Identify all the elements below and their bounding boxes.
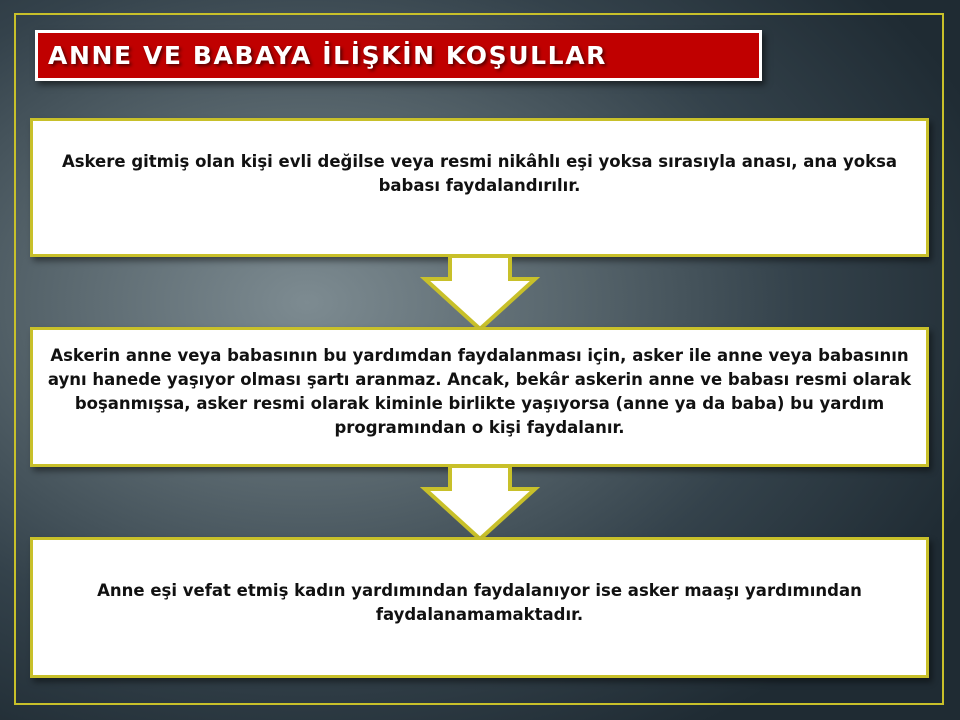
- step-text-1: Askere gitmiş olan kişi evli değilse veya resmi nikâhlı eşi yoksa sırasıyla anası, ana yoksa babası faydalandırılır.: [61, 152, 898, 195]
- down-arrow-icon: [420, 253, 540, 333]
- step-box-3: [30, 537, 929, 678]
- step-text-2: Askerin anne veya babasının bu yardımdan faydalanması için, asker ile anne veya babasının aynı hanede yaşıyor olması şartı aranmaz. Ancak, bekâr askerin anne ve babası resmi olarak boşanmışsa, asker resmi olarak kiminle birlikte yaşıyorsa (anne ya da baba) bu yardım programından o kişi faydalanır.: [47, 346, 912, 437]
- step-text-3: Anne eşi vefat etmiş kadın yardımından faydalanıyor ise asker maaşı yardımından faydalanamamaktadır.: [97, 580, 862, 624]
- down-arrow-icon: [420, 463, 540, 543]
- step-box-1: [30, 118, 929, 257]
- down-arrow-shape: [425, 466, 535, 539]
- step-box-2: [30, 327, 929, 467]
- title-banner: [35, 30, 762, 81]
- down-arrow-shape: [425, 256, 535, 329]
- slide-title: ANNE VE BABAYA İLİŞKİN KOŞULLAR: [48, 40, 607, 70]
